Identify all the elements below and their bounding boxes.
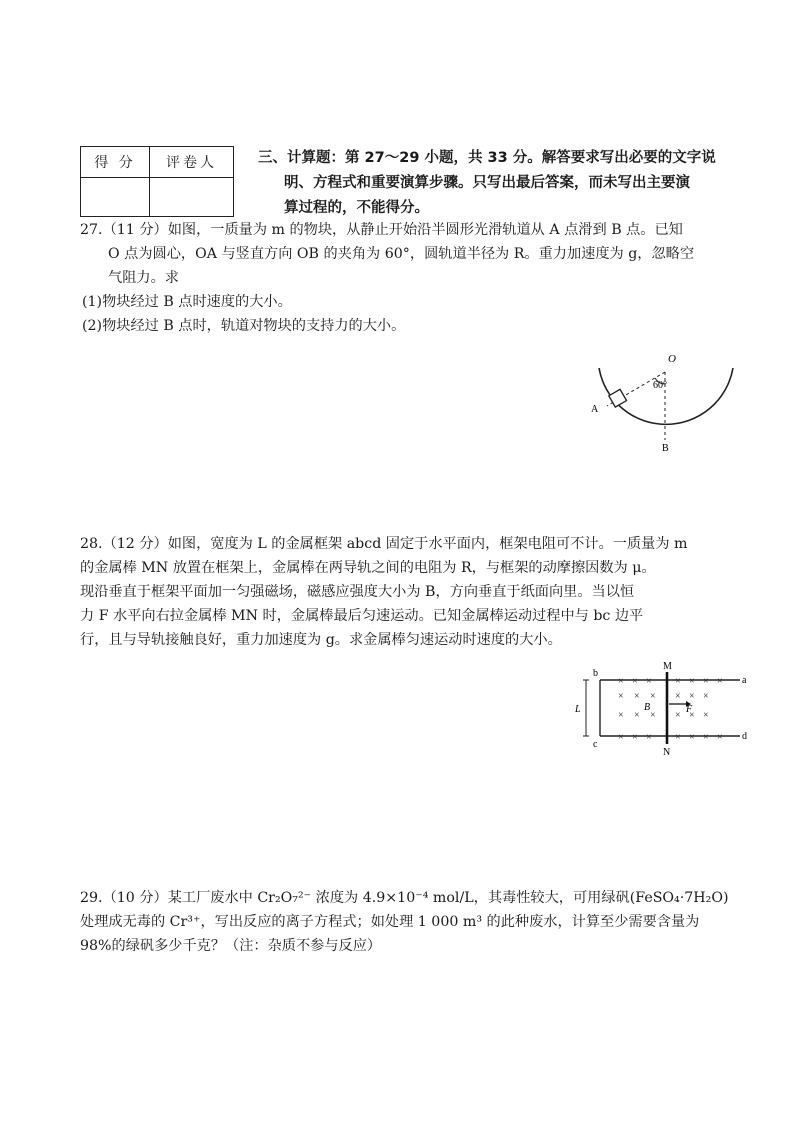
- cross: ×: [717, 732, 723, 743]
- cross: ×: [646, 676, 652, 687]
- cross: ×: [703, 691, 709, 702]
- cross: ×: [618, 732, 624, 743]
- cross: ×: [632, 676, 638, 687]
- cross: ×: [618, 676, 624, 687]
- q28-line1: 28.（12 分）如图，宽度为 L 的金属框架 abcd 固定于水平面内，框架电阻可不计。一质量为 m: [80, 536, 688, 552]
- cross: ×: [689, 732, 695, 743]
- label-m: M: [663, 661, 672, 672]
- label-o: O: [668, 353, 676, 365]
- label-c-corner: c: [593, 739, 598, 750]
- label-force-f: F: [686, 704, 693, 715]
- question-29: [80, 886, 780, 958]
- cross: ×: [675, 691, 681, 702]
- cross: ×: [650, 691, 656, 702]
- label-a: A: [591, 404, 599, 415]
- cross: ×: [689, 710, 695, 721]
- magnetic-field-crosses: [618, 676, 723, 743]
- label-b: B: [662, 443, 669, 454]
- cross: ×: [703, 710, 709, 721]
- q27-line2: O 点为圆心，OA 与竖直方向 OB 的夹角为 60°，圆轨道半径为 R。重力加速度为 g，忽略空: [108, 246, 695, 262]
- cross: ×: [632, 732, 638, 743]
- section-heading-line2: 明、方程式和重要演算步骤。只写出最后答案，而未写出主要演: [284, 175, 690, 191]
- cross: ×: [703, 676, 709, 687]
- label-angle: 60°: [653, 380, 667, 391]
- q28-figure: [572, 660, 752, 756]
- q28-line5: 行，且与导轨接触良好，重力加速度为 g。求金属棒匀速运动时速度的大小。: [80, 632, 562, 648]
- cross: ×: [618, 710, 624, 721]
- cross: ×: [634, 710, 640, 721]
- question-27: [80, 218, 780, 338]
- grader-cell[interactable]: [150, 178, 234, 217]
- score-cell[interactable]: [81, 178, 150, 217]
- cross: ×: [618, 691, 624, 702]
- cross: ×: [703, 732, 709, 743]
- label-l: L: [575, 704, 581, 715]
- question-28: [80, 532, 780, 652]
- grader-header: 评卷人: [150, 147, 234, 178]
- cross: ×: [646, 732, 652, 743]
- cross: ×: [675, 710, 681, 721]
- q28-line2: 的金属棒 MN 放置在框架上，金属棒在两导轨之间的电阻为 R，与框架的动摩擦因数为 μ。: [80, 560, 656, 576]
- q27-part1: (1)物块经过 B 点时速度的大小。: [82, 294, 292, 310]
- cross: ×: [717, 676, 723, 687]
- label-b-corner: b: [593, 668, 598, 679]
- section-heading-line3: 算过程的，不能得分。: [284, 200, 429, 216]
- cross: ×: [675, 676, 681, 687]
- cross: ×: [689, 691, 695, 702]
- section-heading-line1: 三、计算题：第 27～29 小题，共 33 分。解答要求写出必要的文字说: [258, 150, 716, 166]
- label-a-corner: a: [742, 675, 747, 686]
- q27-part2: (2)物块经过 B 点时，轨道对物块的支持力的大小。: [82, 318, 406, 334]
- label-field-b: B: [644, 702, 651, 713]
- cross: ×: [650, 710, 656, 721]
- q28-line4: 力 F 水平向右拉金属棒 MN 时，金属棒最后匀速运动。已知金属棒运动过程中与 bc 边平: [80, 608, 644, 624]
- q28-line3: 现沿垂直于框架平面加一匀强磁场，磁感应强度大小为 B，方向垂直于纸面向里。当以恒: [80, 584, 635, 600]
- score-header: 得 分: [81, 147, 150, 178]
- label-d-corner: d: [742, 731, 747, 742]
- q27-line3: 气阻力。求: [108, 270, 179, 286]
- cross: ×: [689, 676, 695, 687]
- q29-line2: 处理成无毒的 Cr³⁺，写出反应的离子方程式；如处理 1 000 m³ 的此种废水，计算至少需要含量为: [80, 914, 700, 930]
- section-heading: [258, 146, 778, 221]
- q27-figure: [588, 350, 738, 460]
- label-n: N: [663, 747, 671, 756]
- score-table: [80, 146, 234, 217]
- cross: ×: [634, 691, 640, 702]
- q29-line3: 98%的绿矾多少千克？（注：杂质不参与反应）: [80, 938, 382, 954]
- cross: ×: [675, 732, 681, 743]
- block: [609, 389, 627, 407]
- q27-line1: 27.（11 分）如图，一质量为 m 的物块，从静止开始沿半圆形光滑轨道从 A 点滑到 B 点。已知: [80, 222, 683, 238]
- q29-line1: 29.（10 分）某工厂废水中 Cr₂O₇²⁻ 浓度为 4.9×10⁻⁴ mol/L，其毒性较大，可用绿矾(FeSO₄·7H₂O): [80, 890, 729, 906]
